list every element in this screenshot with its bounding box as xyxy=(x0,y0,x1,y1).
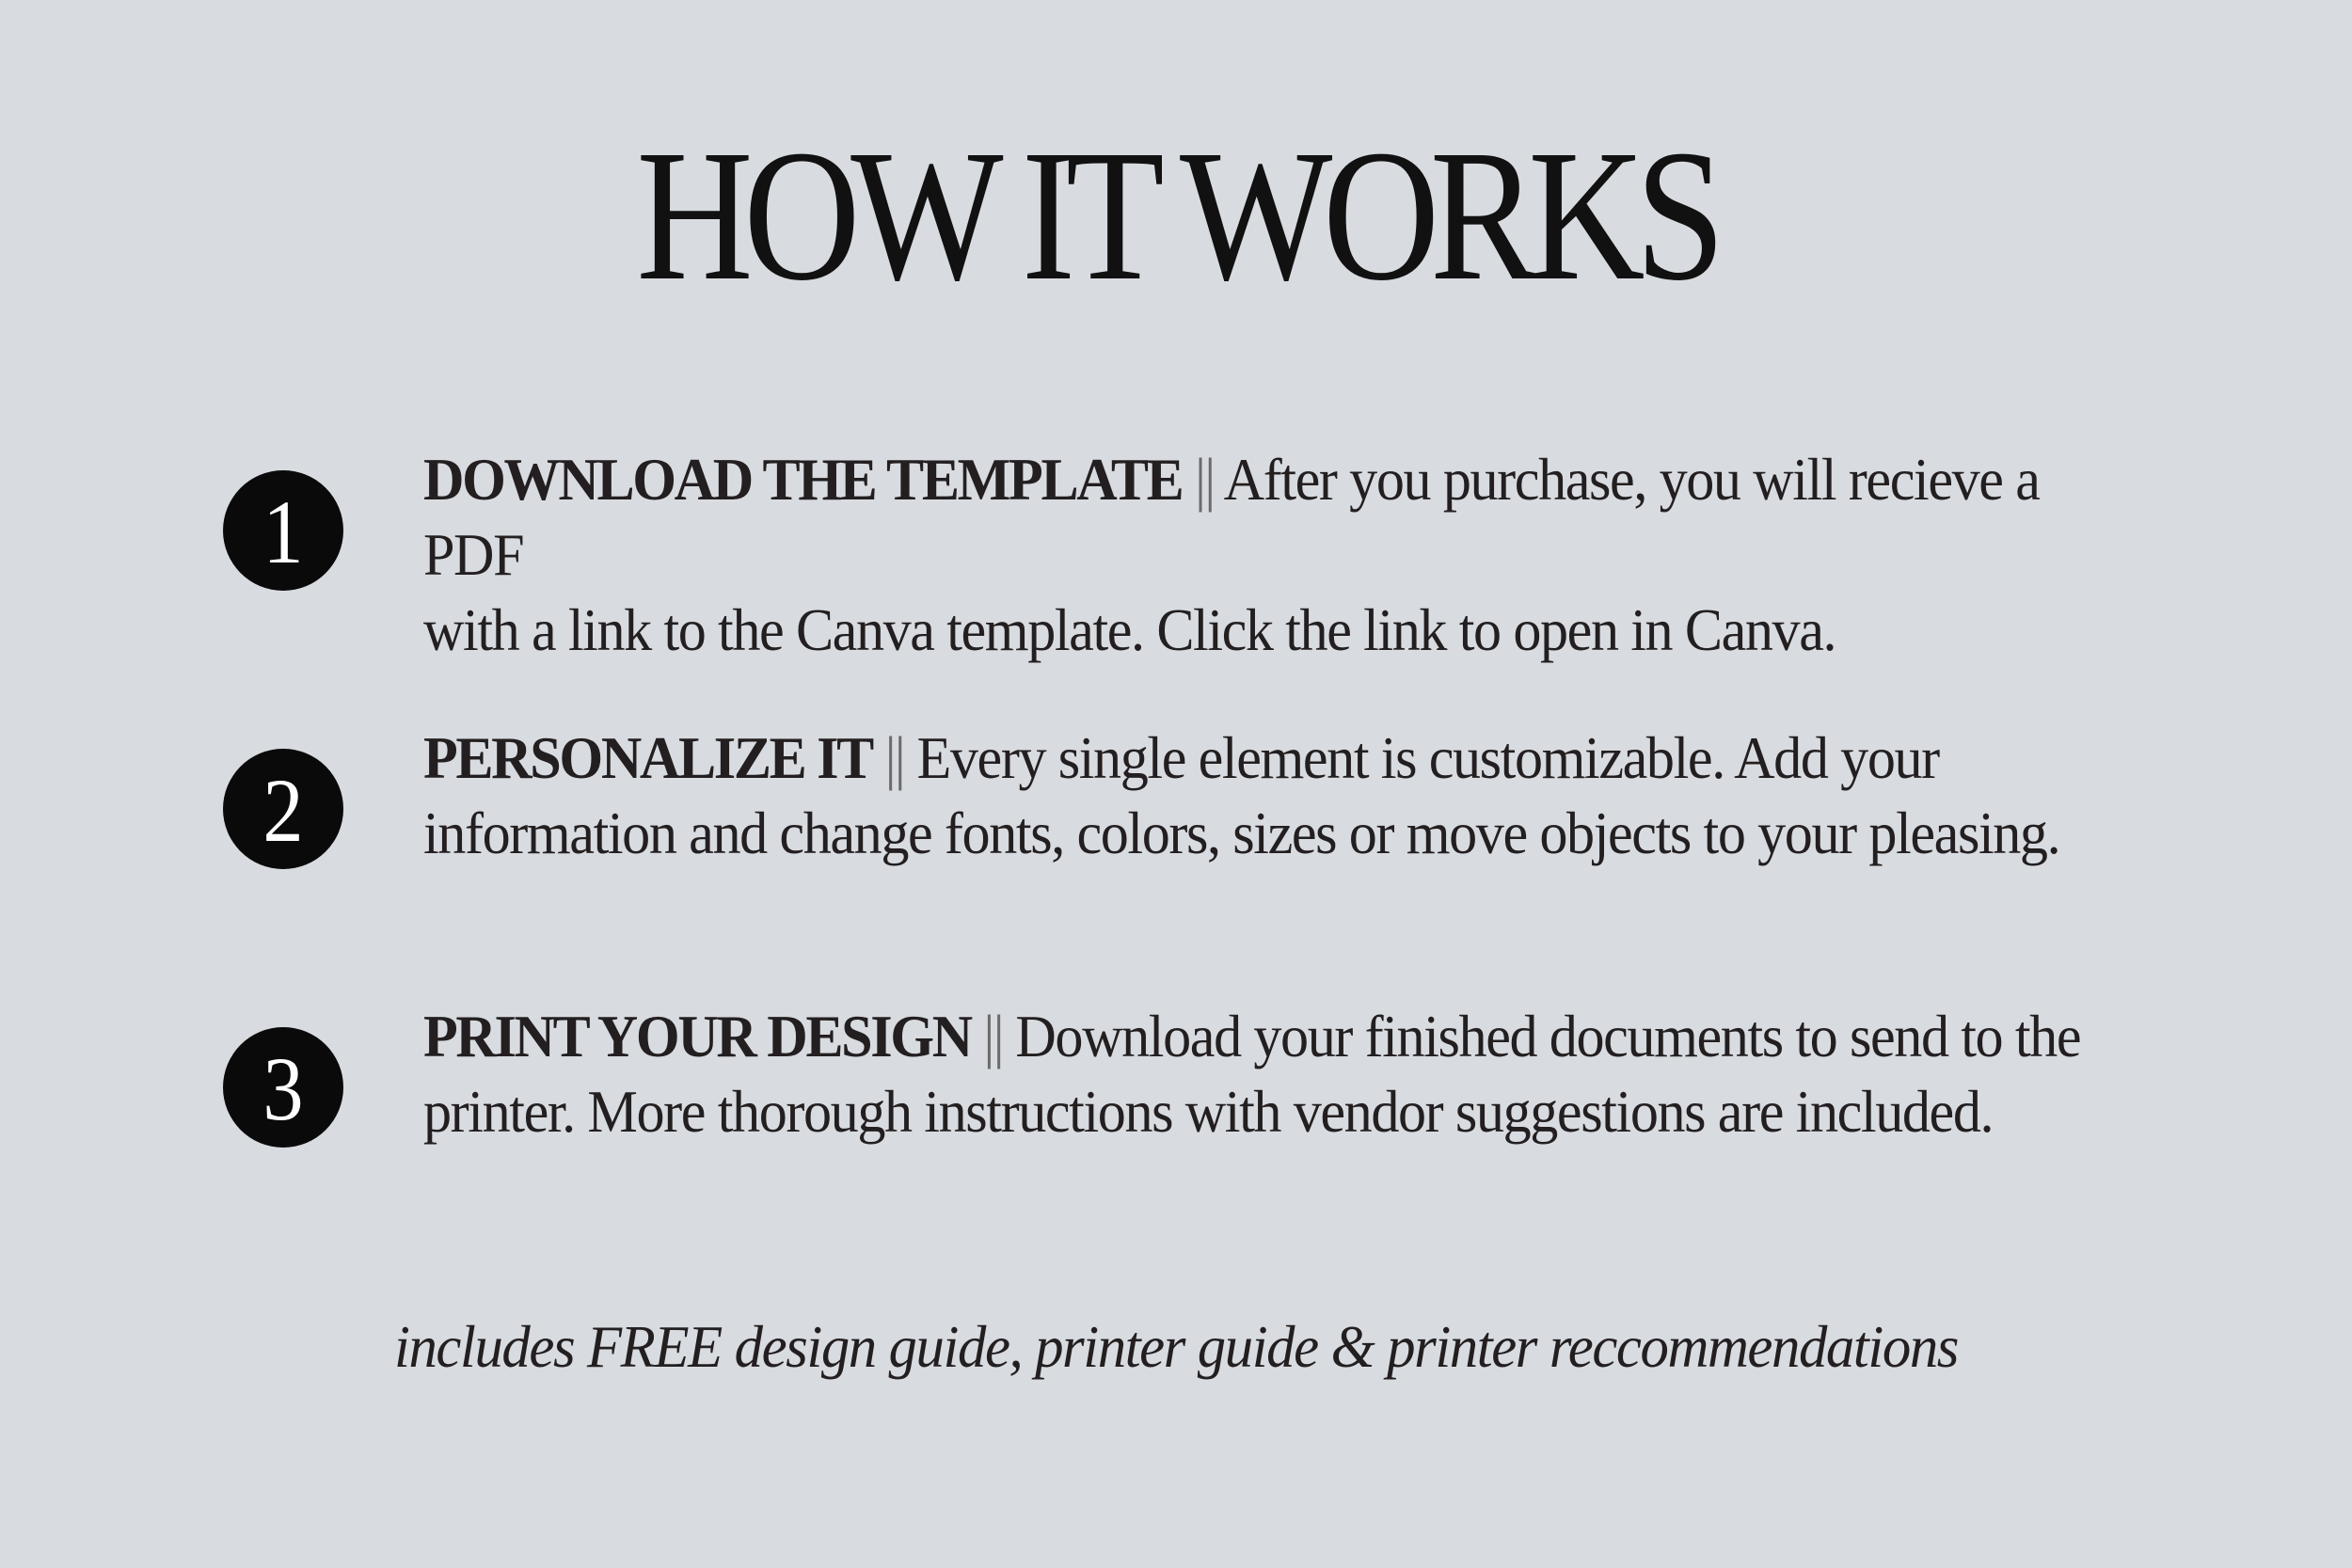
step-description xyxy=(423,999,2104,1149)
step-number: 1 xyxy=(262,482,304,582)
step-heading: PRINT YOUR DESIGN xyxy=(423,1003,971,1069)
step-separator: || xyxy=(884,724,904,791)
step-body-line-2: with a link to the Canva template. Click the link to open in Canva. xyxy=(423,596,1836,663)
step-body-line-1: Download your finished documents to send to the xyxy=(1015,1003,2081,1069)
step-number-badge xyxy=(223,470,343,591)
step-number-badge xyxy=(223,749,343,869)
step-body-line-2: information and change fonts, colors, sizes or move objects to your pleasing. xyxy=(423,800,2060,866)
step-separator: || xyxy=(983,1003,1003,1069)
page-title: HOW IT WORKS xyxy=(636,112,1716,320)
step-body-line-2: printer. More thorough instructions with vendor suggestions are included. xyxy=(423,1078,1994,1145)
footnote: includes FREE design guide, printer guide & printer reccommendations xyxy=(393,1313,1959,1380)
step-heading: PERSONALIZE IT xyxy=(423,724,872,791)
step-description xyxy=(423,721,2104,871)
step-1 xyxy=(0,442,2352,663)
step-number: 3 xyxy=(262,1038,304,1139)
step-number: 2 xyxy=(262,760,304,861)
step-body-line-1: After you purchase, you will recieve a PDF xyxy=(423,446,2040,588)
step-separator: || xyxy=(1195,446,1215,513)
step-2 xyxy=(0,721,2352,880)
step-body-line-1: Every single element is customizable. Add your xyxy=(916,724,1939,791)
step-3 xyxy=(0,999,2352,1159)
step-heading: DOWNLOAD THE TEMPLATE xyxy=(423,446,1183,513)
step-description xyxy=(423,442,2104,668)
step-number-badge xyxy=(223,1027,343,1148)
